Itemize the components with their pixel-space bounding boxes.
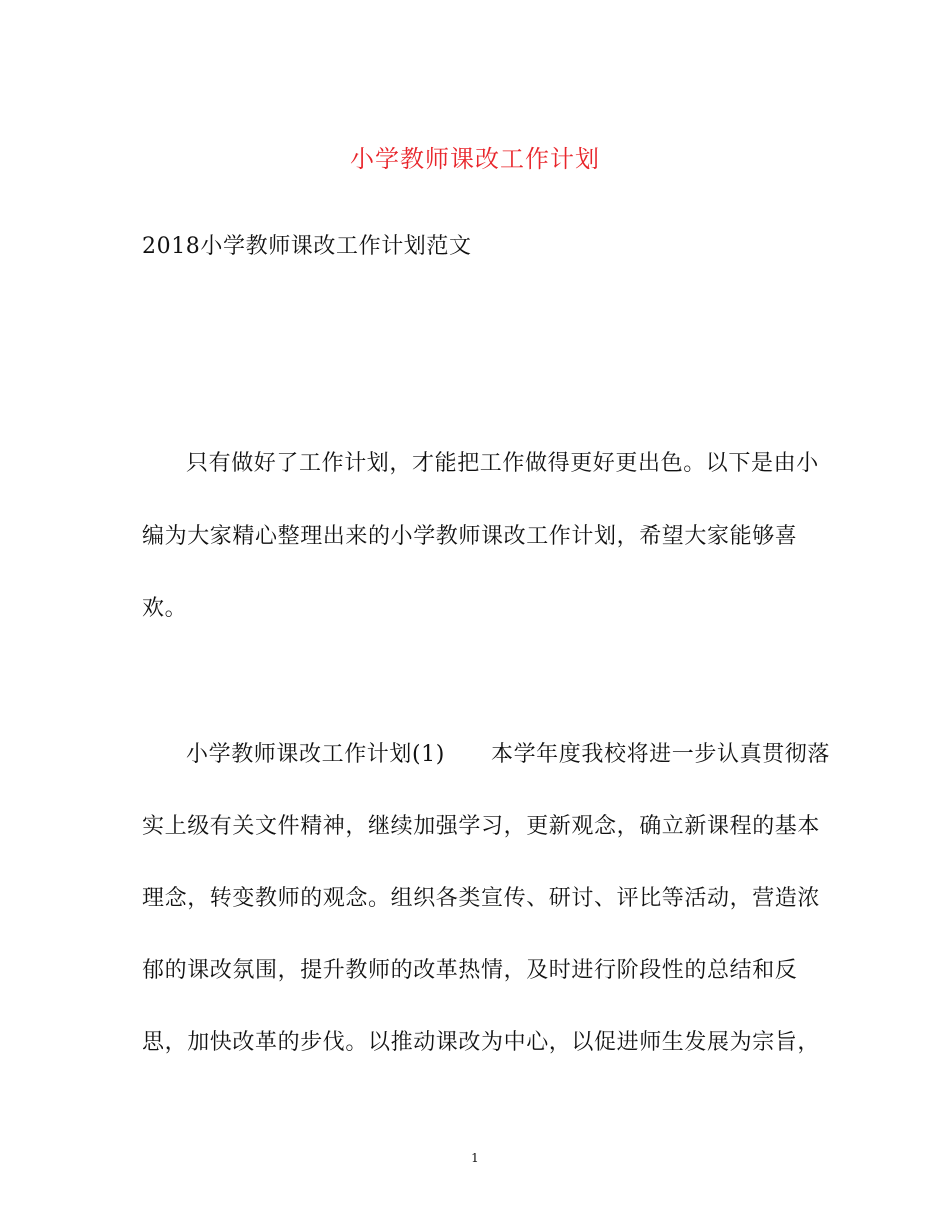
section1-heading: 小学教师课改工作计划(1) xyxy=(186,742,445,767)
section1-first-text: 本学年度我校将进一步认真贯彻落 xyxy=(490,742,830,767)
section1-line-4: 郁的课改氛围，提升教师的改革热情，及时进行阶段性的总结和反 xyxy=(142,958,798,983)
section1-line-2: 实上级有关文件精神，继续加强学习，更新观念，确立新课程的基本 xyxy=(142,814,821,839)
section1-first-line xyxy=(186,740,830,770)
section1-line-5: 思，加快改革的步伐。以推动课改为中心，以促进师生发展为宗旨， xyxy=(142,1030,821,1055)
intro-line-3: 欢。 xyxy=(142,596,188,621)
page-number: 1 xyxy=(471,1151,479,1165)
document-subtitle: 2018小学教师课改工作计划范文 xyxy=(142,234,472,259)
section1-line-3: 理念，转变教师的观念。组织各类宣传、研讨、评比等活动，营造浓 xyxy=(142,886,821,911)
intro-line-2: 编为大家精心整理出来的小学教师课改工作计划，希望大家能够喜 xyxy=(142,524,798,549)
intro-line-1: 只有做好了工作计划，才能把工作做得更好更出色。以下是由小 xyxy=(186,451,819,476)
document-title: 小学教师课改工作计划 xyxy=(350,145,600,173)
